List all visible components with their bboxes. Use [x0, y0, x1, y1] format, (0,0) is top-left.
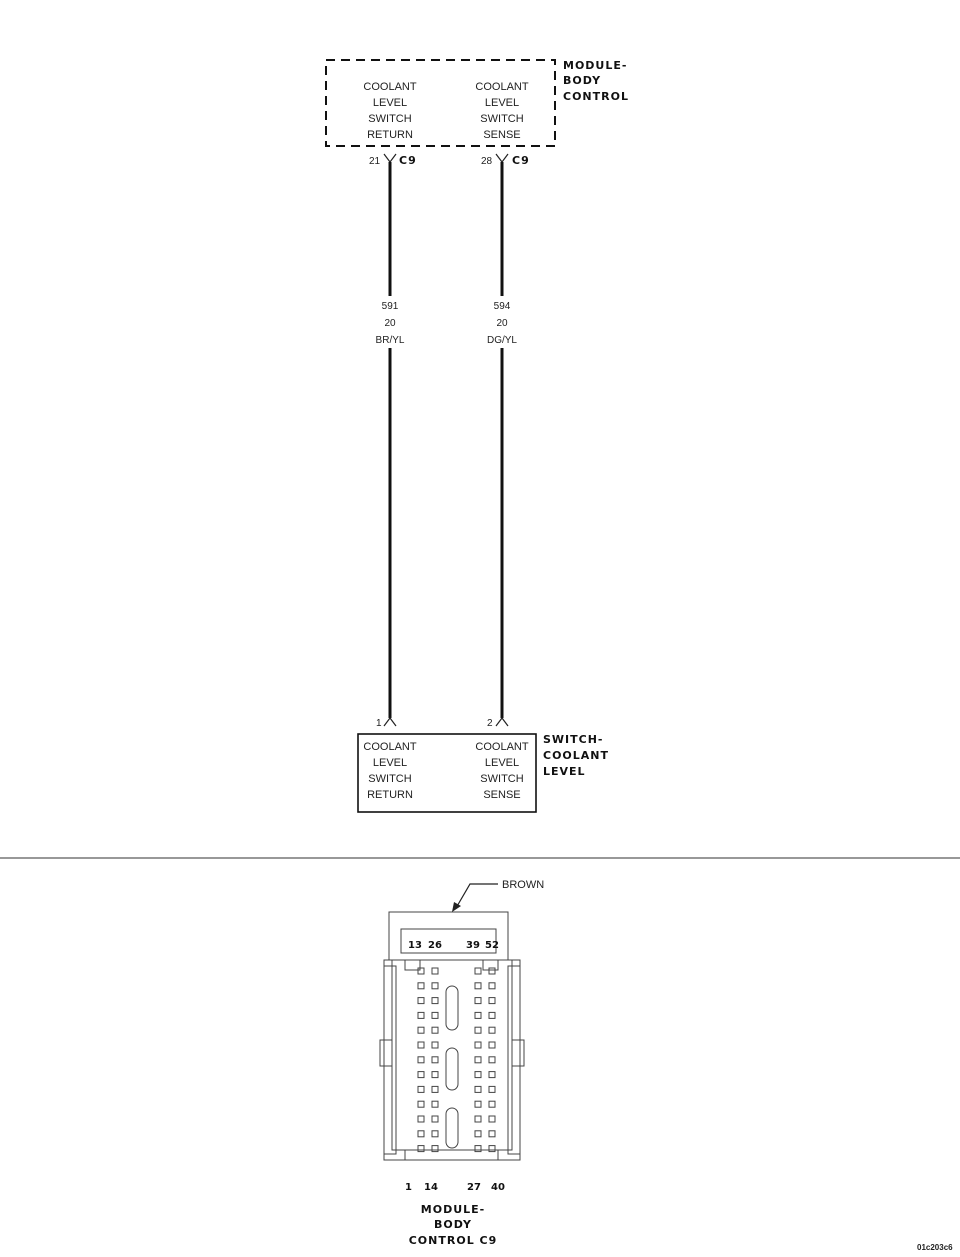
- pin-cavity: [432, 1101, 438, 1107]
- pin-cavity: [475, 1101, 481, 1107]
- pin-cavity: [475, 1086, 481, 1092]
- pin-cavity: [475, 1057, 481, 1063]
- svg-text:SENSE: SENSE: [483, 789, 521, 801]
- pin-cavity: [432, 1146, 438, 1152]
- svg-text:27: 27: [467, 1182, 481, 1193]
- svg-text:SWITCH: SWITCH: [480, 773, 524, 785]
- svg-text:BR/YL: BR/YL: [375, 335, 405, 346]
- svg-text:LEVEL: LEVEL: [372, 97, 408, 109]
- pin-cavity: [432, 1131, 438, 1137]
- pin-cavity: [475, 1116, 481, 1122]
- svg-text:COOLANT: COOLANT: [363, 741, 417, 753]
- module-title: [563, 59, 629, 103]
- pin-cavity: [489, 1146, 495, 1152]
- connector-pin-cavities: [418, 968, 495, 1152]
- svg-text:SWITCH: SWITCH: [480, 113, 524, 125]
- pin-cavity: [489, 1027, 495, 1033]
- svg-text:LEVEL: LEVEL: [372, 757, 408, 769]
- svg-text:CONTROL C9: CONTROL C9: [408, 1234, 498, 1247]
- pin-cavity: [475, 1131, 481, 1137]
- svg-text:BODY: BODY: [433, 1218, 473, 1231]
- svg-text:COOLANT: COOLANT: [363, 81, 417, 93]
- pin-cavity: [489, 1101, 495, 1107]
- switch-right-function: [475, 741, 528, 801]
- pin-cavity: [489, 1042, 495, 1048]
- svg-text:MODULE-: MODULE-: [563, 59, 628, 72]
- pin-cavity: [418, 968, 424, 974]
- module-connector-left: C9: [399, 154, 417, 167]
- svg-text:SWITCH: SWITCH: [368, 773, 412, 785]
- color-callout-arrowhead: [452, 902, 461, 912]
- switch-title: [543, 733, 609, 778]
- svg-text:SENSE: SENSE: [483, 129, 521, 141]
- svg-text:SWITCH: SWITCH: [368, 113, 412, 125]
- svg-text:594: 594: [493, 301, 511, 312]
- pin-cavity: [432, 1086, 438, 1092]
- pin-cavity: [418, 1101, 424, 1107]
- pin-cavity: [489, 968, 495, 974]
- svg-text:26: 26: [428, 940, 442, 951]
- svg-text:DG/YL: DG/YL: [486, 335, 518, 346]
- pin-cavity: [432, 1012, 438, 1018]
- pin-cavity: [489, 1057, 495, 1063]
- pin-cavity: [489, 1072, 495, 1078]
- svg-text:LEVEL: LEVEL: [484, 757, 520, 769]
- connector-bottom-pin-numbers: [405, 1182, 505, 1193]
- pin-cavity: [475, 1146, 481, 1152]
- svg-text:20: 20: [496, 318, 508, 329]
- module-pin-right: 28: [481, 156, 493, 167]
- svg-text:14: 14: [424, 1182, 438, 1193]
- connector-c9-face: [380, 912, 524, 1160]
- svg-text:LEVEL: LEVEL: [543, 765, 586, 778]
- pin-cavity: [432, 1042, 438, 1048]
- svg-text:COOLANT: COOLANT: [475, 741, 529, 753]
- pin-cavity: [489, 1116, 495, 1122]
- pin-cavity: [489, 983, 495, 989]
- svg-text:MODULE-: MODULE-: [420, 1203, 486, 1216]
- wire-591-label: [376, 301, 405, 346]
- pin-cavity: [418, 983, 424, 989]
- svg-text:RETURN: RETURN: [367, 129, 413, 141]
- svg-text:40: 40: [491, 1182, 505, 1193]
- pin-cavity: [418, 1027, 424, 1033]
- switch-pin-left: 1: [376, 718, 382, 729]
- pin-cavity: [418, 1072, 424, 1078]
- svg-text:20: 20: [384, 318, 396, 329]
- pin-cavity: [432, 968, 438, 974]
- svg-text:RETURN: RETURN: [367, 789, 413, 801]
- svg-text:13: 13: [408, 940, 422, 951]
- pin-cavity: [418, 1012, 424, 1018]
- svg-text:COOLANT: COOLANT: [475, 81, 529, 93]
- pin-cavity: [475, 998, 481, 1004]
- svg-text:591: 591: [381, 301, 399, 312]
- color-callout-label: BROWN: [502, 879, 545, 891]
- wire-594-label: [487, 301, 517, 346]
- pin-cavity: [432, 1116, 438, 1122]
- pin-cavity: [418, 1042, 424, 1048]
- pin-cavity: [432, 1027, 438, 1033]
- pin-cavity: [489, 1131, 495, 1137]
- module-terminal-right: [496, 154, 508, 162]
- pin-cavity: [432, 1057, 438, 1063]
- svg-text:CONTROL: CONTROL: [563, 90, 629, 103]
- connector-caption: [409, 1203, 498, 1247]
- svg-text:SWITCH-: SWITCH-: [543, 733, 604, 746]
- module-pin-left: 21: [369, 156, 381, 167]
- pin-cavity: [432, 998, 438, 1004]
- module-connector-right: C9: [512, 154, 530, 167]
- switch-terminal-right: [496, 718, 508, 726]
- pin-cavity: [432, 1072, 438, 1078]
- pin-cavity: [418, 1086, 424, 1092]
- pin-cavity: [432, 983, 438, 989]
- pin-cavity: [475, 968, 481, 974]
- switch-terminal-left: [384, 718, 396, 726]
- pin-cavity: [475, 1072, 481, 1078]
- pin-cavity: [418, 1131, 424, 1137]
- module-left-function: [363, 81, 416, 141]
- pin-cavity: [475, 1027, 481, 1033]
- svg-text:52: 52: [485, 940, 499, 951]
- module-right-function: [475, 81, 528, 141]
- svg-text:LEVEL: LEVEL: [484, 97, 520, 109]
- pin-cavity: [418, 1057, 424, 1063]
- color-callout-leader: [456, 884, 498, 908]
- pin-cavity: [489, 1086, 495, 1092]
- pin-cavity: [475, 1042, 481, 1048]
- svg-text:1: 1: [405, 1182, 412, 1193]
- pin-cavity: [475, 1012, 481, 1018]
- switch-pin-right: 2: [487, 718, 493, 729]
- switch-left-function: [363, 741, 416, 801]
- pin-cavity: [489, 998, 495, 1004]
- pin-cavity: [418, 1146, 424, 1152]
- pin-cavity: [489, 1012, 495, 1018]
- pin-cavity: [418, 998, 424, 1004]
- connector-top-pin-numbers: [408, 940, 499, 951]
- module-terminal-left: [384, 154, 396, 162]
- pin-cavity: [418, 1116, 424, 1122]
- figure-id: 01c203c6: [917, 1243, 953, 1252]
- svg-text:BODY: BODY: [563, 74, 602, 87]
- svg-text:COOLANT: COOLANT: [543, 749, 610, 762]
- svg-text:39: 39: [466, 940, 480, 951]
- pin-cavity: [475, 983, 481, 989]
